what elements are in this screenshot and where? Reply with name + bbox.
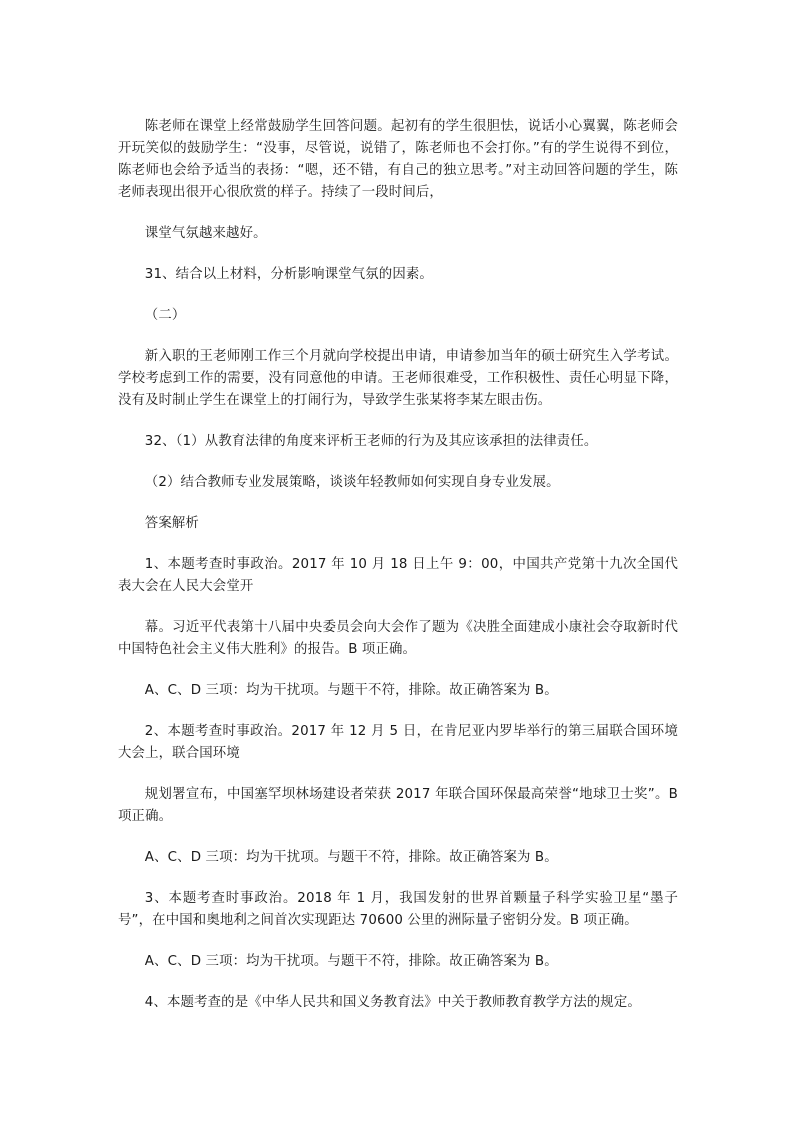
question-31: 31、结合以上材料，分析影响课堂气氛的因素。 xyxy=(144,267,433,282)
answer-2-part-2: 规划署宣布，中国塞罕坝林场建设者荣获 2017 年联合国环保最高荣誉“地球卫士奖”。B 项正确。 xyxy=(118,787,678,824)
answer-3-distractors: A、C、D 三项：均为干扰项。与题干不符，排除。故正确答案为 B。 xyxy=(144,954,558,969)
paragraph-case-chen-end: 课堂气氛越来越好。 xyxy=(144,226,267,241)
answer-1-part-1: 1、本题考查时事政治。2017 年 10 月 18 日上午 9：00，中国共产党第十九次全国代表大会在人民大会堂开 xyxy=(118,557,678,594)
answer-3: 3、本题考查时事政治。2018 年 1 月，我国发射的世界首颗量子科学实验卫星“墨子号”，在中国和奥地利之间首次实现距达 70600 公里的洲际量子密钥分发。B 项正确。 xyxy=(118,891,678,928)
document-body xyxy=(118,116,678,1033)
answer-2-distractors: A、C、D 三项：均为干扰项。与题干不符，排除。故正确答案为 B。 xyxy=(144,850,558,865)
answer-1-part-2: 幕。习近平代表第十八届中央委员会向大会作了题为《决胜全面建成小康社会夺取新时代中国特色社会主义伟大胜利》的报告。B 项正确。 xyxy=(118,620,678,657)
answer-2-part-1: 2、本题考查时事政治。2017 年 12 月 5 日，在肯尼亚内罗毕举行的第三届联合国环境大会上，联合国环境 xyxy=(118,724,678,761)
paragraph-case-wang: 新入职的王老师刚工作三个月就向学校提出申请，申请参加当年的硕士研究生入学考试。学校考虑到工作的需要，没有同意他的申请。王老师很难受，工作积极性、责任心明显下降，没有及时制止学生在课堂上的打闹行为，导致学生张某将李某左眼击伤。 xyxy=(118,349,678,408)
paragraph-case-chen: 陈老师在课堂上经常鼓励学生回答问题。起初有的学生很胆怯，说话小心翼翼，陈老师会开玩笑似的鼓励学生：“没事，尽管说，说错了，陈老师也不会打你。”有的学生说得不到位，陈老师也会给予适当的表扬：“嗯，还不错，有自己的独立思考。”对主动回答问题的学生，陈老师表现出很开心很欣赏的样子。持续了一段时间后， xyxy=(118,119,678,200)
answer-1-distractors: A、C、D 三项：均为干扰项。与题干不符，排除。故正确答案为 B。 xyxy=(144,683,558,698)
question-32-part-1: 32、（1）从教育法律的角度来评析王老师的行为及其应该承担的法律责任。 xyxy=(144,434,598,449)
answer-section-title: 答案解析 xyxy=(144,516,199,531)
answer-4: 4、本题考查的是《中华人民共和国义务教育法》中关于教师教育教学方法的规定。 xyxy=(144,995,641,1010)
question-32-part-2: （2）结合教师专业发展策略，谈谈年轻教师如何实现自身专业发展。 xyxy=(144,475,560,490)
section-heading-two: （二） xyxy=(144,308,186,323)
